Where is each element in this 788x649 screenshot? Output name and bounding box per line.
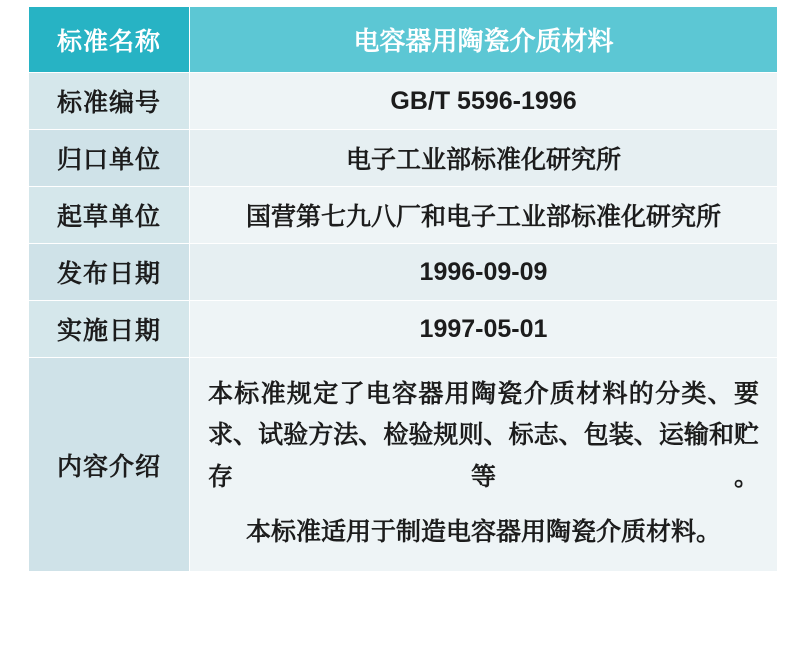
table-row-release-date (29, 244, 778, 301)
row-label-drafting-unit: 起草单位 (29, 187, 190, 244)
row-value-administering-unit: 电子工业部标准化研究所 (190, 130, 778, 187)
row-label-release-date: 发布日期 (29, 244, 190, 301)
table-row-implementation-date (29, 301, 778, 358)
table-row-standard-number (29, 73, 778, 130)
row-label-content-description: 内容介绍 (29, 358, 190, 572)
row-value-content-description (190, 358, 778, 572)
row-value-release-date: 1996-09-09 (190, 244, 778, 301)
table-row-content-description (29, 358, 778, 572)
row-value-standard-number: GB/T 5596-1996 (190, 73, 778, 130)
row-label-standard-number: 标准编号 (29, 73, 190, 130)
description-paragraph-1: 本标准规定了电容器用陶瓷介质材料的分类、要求、试验方法、检验规则、标志、包装、运输和贮存等。 (208, 380, 759, 491)
row-value-implementation-date: 1997-05-01 (190, 301, 778, 358)
row-label-administering-unit: 归口单位 (29, 130, 190, 187)
row-label-implementation-date: 实施日期 (29, 301, 190, 358)
row-value-drafting-unit: 国营第七九八厂和电子工业部标准化研究所 (190, 187, 778, 244)
description-paragraph-2: 本标准适用于制造电容器用陶瓷介质材料。 (245, 517, 721, 546)
row-value-standard-name: 电容器用陶瓷介质材料 (190, 7, 778, 73)
row-label-standard-name: 标准名称 (29, 7, 190, 73)
standard-info-table (28, 6, 778, 572)
table-row-administering-unit (29, 130, 778, 187)
table-row-drafting-unit (29, 187, 778, 244)
table-body (29, 7, 778, 572)
table-row-header (29, 7, 778, 73)
